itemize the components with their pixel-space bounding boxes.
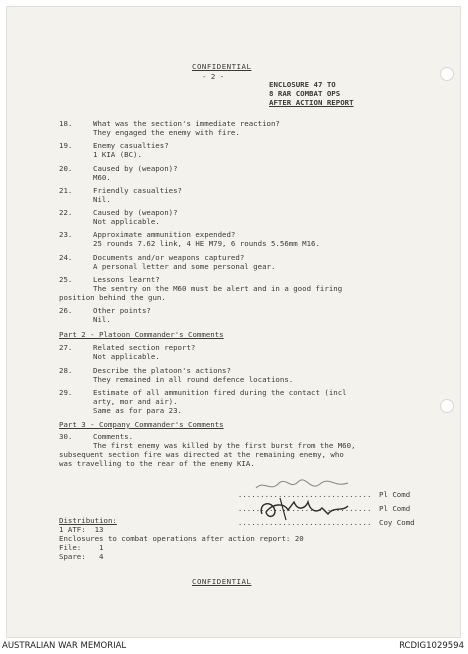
item-question-cont: arty, mor and air). [93,397,178,406]
item-answer: Nil. [93,195,111,204]
item-answer: A personal letter and some personal gear. [93,262,276,271]
distribution-line: Enclosures to combat operations after action report: 20 [59,534,304,543]
classification-top: CONFIDENTIAL [192,62,252,71]
item-number: 21. [59,186,73,195]
comment-line: was travelling to the rear of the enemy KIA. [59,459,255,468]
handwritten-signature [250,478,360,524]
item-number: 27. [59,343,73,352]
punch-hole [440,67,454,81]
archive-footer [0,638,468,654]
item-question: Related section report? [93,343,196,352]
item-answer: Not applicable. [93,352,160,361]
archive-reference: RCDIG1029594 [399,641,464,651]
item-number: 22. [59,208,73,217]
archive-name: AUSTRALIAN WAR MEMORIAL [2,641,127,651]
unit-line: 8 RAR COMBAT OPS [269,89,341,98]
part2-heading: Part 2 - Platoon Commander's Comments [59,330,224,339]
enclosure-line: ENCLOSURE 47 TO [269,80,336,89]
item-answer: 1 KIA (BC). [93,150,142,159]
item-question: Documents and/or weapons captured? [93,253,245,262]
item-number: 18. [59,119,73,128]
item-answer: 25 rounds 7.62 link, 4 HE M79, 6 rounds 5.56mm M16. [93,239,320,248]
item-number: 30. [59,432,73,441]
distribution-line: Spare: 4 [59,552,104,561]
item-answer: Nil. [93,315,111,324]
signature-dots: .............................. [237,490,372,499]
item-number: 19. [59,141,73,150]
item-question: Caused by (weapon)? [93,164,178,173]
signature-role: Pl Comd [379,490,411,499]
comment-line: subsequent section fire was directed at the remaining enemy, who [59,450,344,459]
item-answer-cont: position behind the gun. [59,293,166,302]
signature-role: Pl Comd [379,504,411,513]
item-number: 25. [59,275,73,284]
item-question: What was the section's immediate reaction? [93,119,280,128]
item-number: 29. [59,388,73,397]
item-number: 23. [59,230,73,239]
page-marker: - 2 - [202,72,225,81]
item-number: 28. [59,366,73,375]
classification-bottom: CONFIDENTIAL [192,577,252,586]
item-question: Comments. [93,432,134,441]
distribution-line: 1 ATF: 13 [59,525,104,534]
item-question: Approximate ammunition expended? [93,230,236,239]
distribution-line: File: 1 [59,543,104,552]
item-answer: They engaged the enemy with fire. [93,128,240,137]
item-answer: They remained in all round defence locations. [93,375,294,384]
item-question: Caused by (weapon)? [93,208,178,217]
comment-line: The first enemy was killed by the first burst from the M60, [93,441,356,450]
report-line: AFTER ACTION REPORT [269,98,354,107]
item-question: Enemy casualties? [93,141,169,150]
part3-heading: Part 3 - Company Commander's Comments [59,420,224,429]
item-number: 26. [59,306,73,315]
item-question: Describe the platoon's actions? [93,366,231,375]
item-question: Lessons learnt? [93,275,160,284]
item-question: Friendly casualties? [93,186,182,195]
item-answer: The sentry on the M60 must be alert and in a good firing [93,284,343,293]
item-answer: Same as for para 23. [93,406,182,415]
item-answer: Not applicable. [93,217,160,226]
item-question: Other points? [93,306,151,315]
item-number: 20. [59,164,73,173]
item-number: 24. [59,253,73,262]
signature-dots: .............................. [237,504,372,513]
item-question: Estimate of all ammunition fired during the contact (incl [93,388,347,397]
punch-hole [440,399,454,413]
signature-role: Coy Comd [379,518,415,527]
distribution-heading: Distribution: [59,516,117,525]
signature-dots: .............................. [237,518,372,527]
item-answer: M60. [93,173,111,182]
